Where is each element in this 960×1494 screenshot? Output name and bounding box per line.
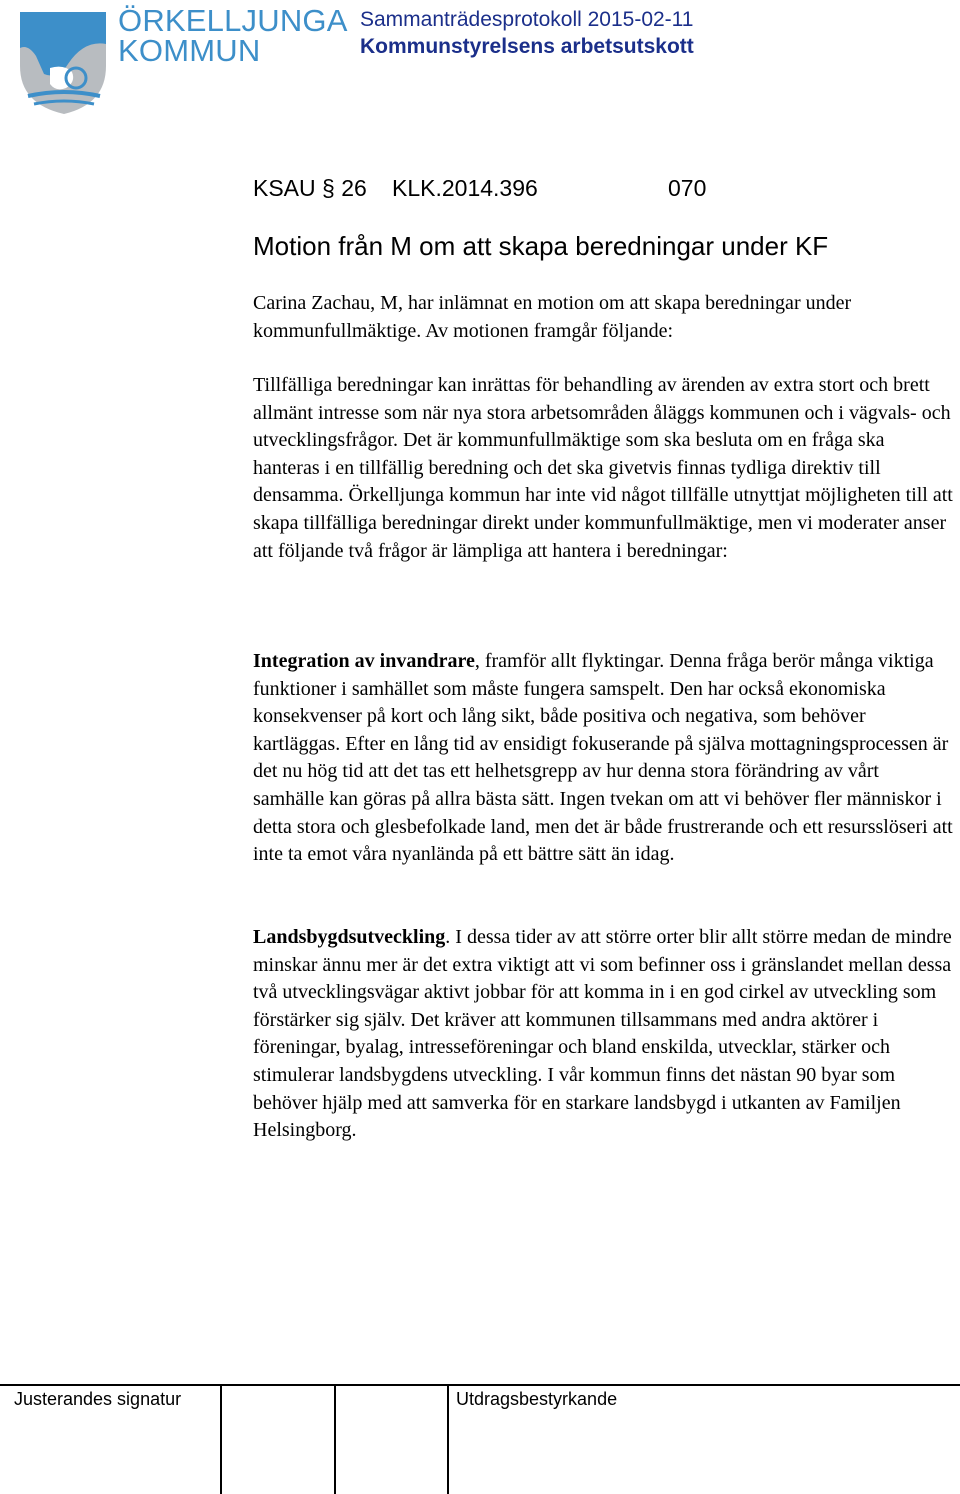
integration-text: , framför allt flyktingar. Denna fråga berör många viktiga funktioner i samhället som måste fungera samspelt. Den har också ekonomiska konsekvenser på kort och lång sikt, både positiva och negativa, som behöver kartläggas. Efter en lång tid av ensidigt fokuserande på själva mottagningsprocessen är det nu hög tid att det tas ett helhetsgrepp av hur denna stora förändring av vårt samhälle kan göras på allra bästa sätt. Ingen tvekan om att vi behöver fler människor i detta stora och glesbefolkade land, men det är både frustrerande och ett resursslöseri att inte ta emot våra nyanlända på ett bättre sätt än idag. bbox=[253, 650, 953, 866]
rural-development-heading: Landsbygdsutveckling bbox=[253, 926, 446, 948]
signature-cell-divider bbox=[220, 1386, 222, 1494]
rural-development-paragraph bbox=[253, 924, 953, 1145]
rural-development-text: . I dessa tider av att större orter blir allt större medan de mindre minskar ännu mer är det extra viktigt att vi som befinner oss i gränslandet mellan dessa två utvecklingsvägar aktivt jobbar för att komma in i en god cirkel av utveckling som förstärker sig själv. Det kräver att kommunen tillsammans med andra aktörer i föreningar, byalag, intresseföreningar och bland enskilda, utvecklar, stärker och stimulerar landsbygdens utveckling. I vår kommun finns det nästan 90 byar som behöver hjälp med att samverka för en starkare landsbygd i utkanten av Familjen Helsingborg. bbox=[253, 926, 952, 1142]
logo-line-1: ÖRKELLJUNGA bbox=[118, 3, 348, 38]
committee-name: Kommunstyrelsens arbetsutskott bbox=[360, 35, 694, 58]
signature-cell-divider bbox=[447, 1386, 449, 1494]
signature-label: Justerandes signatur bbox=[14, 1389, 182, 1409]
intro-paragraph: Carina Zachau, M, har inlämnat en motion om att skapa beredningar under kommunfullmäktige. Av motionen framgår följande: bbox=[253, 292, 852, 342]
footer-divider bbox=[0, 1384, 960, 1386]
paragraph-number: KSAU § 26 bbox=[253, 175, 367, 201]
logo-line-2: KOMMUN bbox=[118, 33, 261, 68]
coat-of-arms-icon bbox=[14, 4, 114, 116]
logo-wordmark bbox=[118, 3, 348, 68]
extract-certification-label: Utdragsbestyrkande bbox=[456, 1389, 618, 1409]
motion-quote-paragraph: Tillfälliga beredningar kan inrättas för behandling av ärenden av extra stort och brett allmänt intresse som när nya stora arbetsområden åläggs kommunen och i vägvals- och utvecklingsfrågor. Det är kommunfullmäktige som ska besluta om en fråga ska hanteras i en tillfällig beredning och det ska givetvis finnas tydliga direktiv till densamma. Örkelljunga kommun har inte vid något tillfälle utnyttjat möjligheten till att skapa tillfälliga beredningar direkt under kommunfullmäktige, men vi moderater anser att följande två frågor är lämpliga att hantera i beredningar: bbox=[253, 374, 953, 562]
signature-cell-divider bbox=[334, 1386, 336, 1494]
integration-paragraph bbox=[253, 648, 953, 869]
integration-heading: Integration av invandrare bbox=[253, 650, 475, 672]
diary-number: KLK.2014.396 bbox=[392, 175, 538, 201]
municipality-logo bbox=[14, 3, 348, 116]
protocol-date: Sammanträdesprotokoll 2015-02-11 bbox=[360, 8, 694, 31]
document-header bbox=[360, 6, 694, 60]
case-title: Motion från M om att skapa beredningar under KF bbox=[253, 231, 829, 261]
classification-code: 070 bbox=[668, 175, 707, 201]
